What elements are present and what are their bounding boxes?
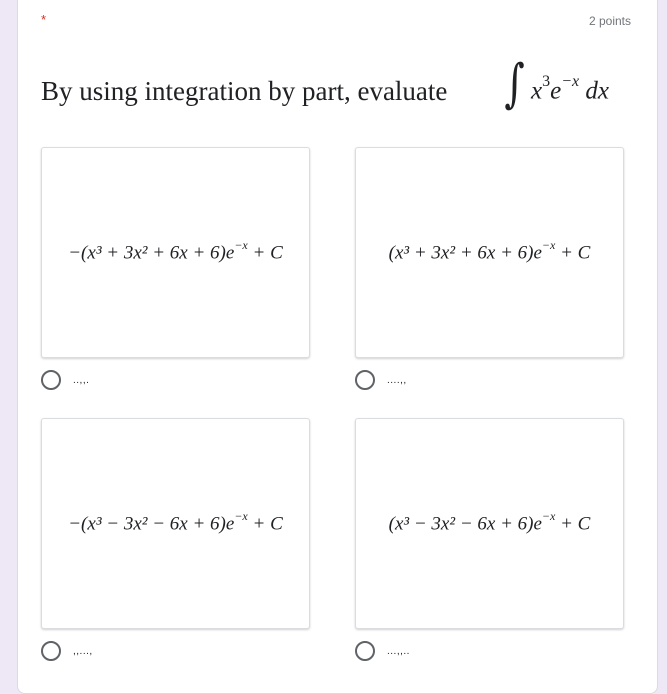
integrand-base: x [531,77,543,105]
option-expression-body-1: −(x³ + 3x² + 6x + 6)e [68,242,235,264]
radio-button-3[interactable] [41,641,61,661]
option-expression-exponent-1: −x [234,238,248,253]
radio-button-1[interactable] [41,370,61,390]
option-expression-1 [68,240,283,264]
option-expression-exponent-3: −x [234,509,248,524]
integrand-e: e [550,77,562,105]
option-label-2: ....,, [387,374,407,386]
option-expression-2 [389,240,591,264]
option-expression-tail-1: + C [247,242,283,264]
option-expression-tail-2: + C [555,242,591,264]
option-expression-body-2: (x³ + 3x² + 6x + 6)e [388,242,542,264]
option-image-4[interactable] [355,418,624,629]
option-expression-tail-3: + C [247,513,283,535]
question-title [41,54,641,126]
option-row-2[interactable] [355,370,407,390]
integrand-dx: dx [585,77,609,105]
integrand [531,73,609,105]
points-label: 2 points [588,14,631,28]
option-expression-body-4: (x³ − 3x² − 6x + 6)e [388,513,542,535]
option-expression-4 [389,511,591,535]
question-card [17,0,658,694]
option-expression-tail-4: + C [555,513,591,535]
option-image-1[interactable] [41,147,310,358]
option-label-4: ...,,.. [387,645,410,657]
option-expression-3 [68,511,283,535]
option-expression-body-3: −(x³ − 3x² − 6x + 6)e [68,513,235,535]
option-row-3[interactable] [41,641,93,661]
option-expression-exponent-4: −x [541,509,556,524]
option-image-3[interactable] [41,418,310,629]
option-image-2[interactable] [355,147,624,358]
option-label-1: ..,,. [73,374,90,386]
question-text: By using integration by part, evaluate [41,76,448,106]
required-asterisk: * [41,12,47,27]
option-row-1[interactable] [41,370,89,390]
option-expression-exponent-2: −x [541,238,556,253]
option-label-3: ,,..., [73,645,93,657]
integrand-exponent: 3 [542,73,551,90]
integrand-e-exponent: −x [561,73,580,90]
integral-symbol: ∫ [504,54,525,114]
radio-button-2[interactable] [355,370,375,390]
option-row-4[interactable] [355,641,410,661]
radio-button-4[interactable] [355,641,375,661]
